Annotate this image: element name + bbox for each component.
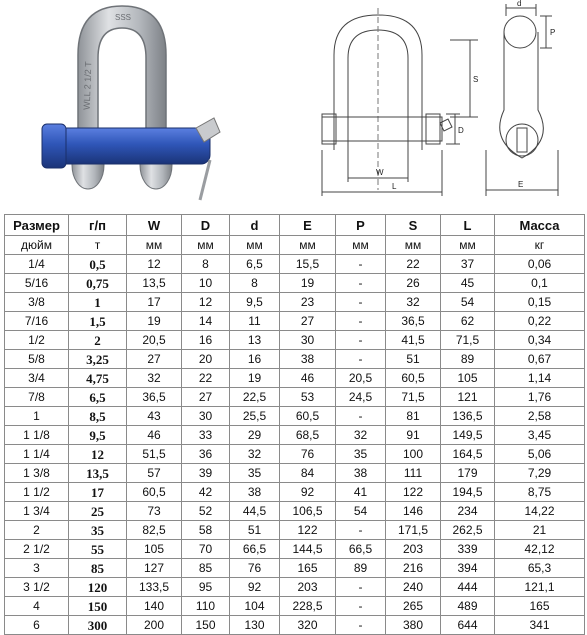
label-d: d xyxy=(517,0,522,8)
table-row xyxy=(5,597,585,616)
table-cell: 13,5 xyxy=(69,464,127,483)
table-cell: 27 xyxy=(182,388,230,407)
unit-cell: мм xyxy=(441,236,495,255)
table-cell: 216 xyxy=(386,559,441,578)
table-cell: 9,5 xyxy=(69,426,127,445)
table-cell: 1 3/4 xyxy=(5,502,69,521)
table-cell: 240 xyxy=(386,578,441,597)
table-cell: 38 xyxy=(280,350,336,369)
table-row xyxy=(5,521,585,540)
table-cell: 22 xyxy=(386,255,441,274)
table-cell: 133,5 xyxy=(127,578,182,597)
label-P: P xyxy=(550,28,556,37)
pin xyxy=(42,128,210,164)
table-cell: 121,1 xyxy=(495,578,585,597)
unit-cell: мм xyxy=(336,236,386,255)
table-cell: 380 xyxy=(386,616,441,635)
table-cell: 8,5 xyxy=(69,407,127,426)
table-row xyxy=(5,350,585,369)
table-cell: - xyxy=(336,578,386,597)
table-cell: 15,5 xyxy=(280,255,336,274)
table-cell: 14,22 xyxy=(495,502,585,521)
header-row xyxy=(5,215,585,236)
table-cell: 1,5 xyxy=(69,312,127,331)
table-cell: 39 xyxy=(182,464,230,483)
table-body xyxy=(5,255,585,635)
table-cell: 41 xyxy=(336,483,386,502)
table-cell: 3,45 xyxy=(495,426,585,445)
table-cell: - xyxy=(336,255,386,274)
table-cell: - xyxy=(336,331,386,350)
marking-wll: WLL 2 1/2 T xyxy=(81,61,94,111)
table-cell: 30 xyxy=(182,407,230,426)
table-cell: 81 xyxy=(386,407,441,426)
table-cell: 66,5 xyxy=(336,540,386,559)
col-header-mass: Масса xyxy=(495,215,585,236)
table-cell: 19 xyxy=(280,274,336,293)
table-cell: 30 xyxy=(280,331,336,350)
unit-cell: мм xyxy=(182,236,230,255)
table-row xyxy=(5,578,585,597)
table-cell: 7/8 xyxy=(5,388,69,407)
table-cell: 38 xyxy=(336,464,386,483)
table-cell: 165 xyxy=(495,597,585,616)
table-cell: 3/8 xyxy=(5,293,69,312)
dimension-drawing xyxy=(300,0,587,212)
table-cell: 8 xyxy=(230,274,280,293)
table-cell: 339 xyxy=(441,540,495,559)
table-cell: 35 xyxy=(69,521,127,540)
table-row xyxy=(5,293,585,312)
table-cell: 110 xyxy=(182,597,230,616)
table-cell: 66,5 xyxy=(230,540,280,559)
table-cell: 3/4 xyxy=(5,369,69,388)
table-cell: 32 xyxy=(127,369,182,388)
table-cell: 164,5 xyxy=(441,445,495,464)
table-cell: 89 xyxy=(441,350,495,369)
table-cell: 58 xyxy=(182,521,230,540)
table-cell: 25,5 xyxy=(230,407,280,426)
label-L: L xyxy=(392,182,397,191)
table-row xyxy=(5,274,585,293)
table-cell: 203 xyxy=(280,578,336,597)
table-cell: 0,1 xyxy=(495,274,585,293)
table-row xyxy=(5,616,585,635)
table-cell: 27 xyxy=(280,312,336,331)
table-cell: 3 xyxy=(5,559,69,578)
table-cell: 100 xyxy=(386,445,441,464)
table-cell: 1/4 xyxy=(5,255,69,274)
table-cell: 22,5 xyxy=(230,388,280,407)
table-cell: 25 xyxy=(69,502,127,521)
col-header-d-lower: d xyxy=(230,215,280,236)
unit-cell: мм xyxy=(386,236,441,255)
table-cell: 194,5 xyxy=(441,483,495,502)
label-S: S xyxy=(473,75,479,84)
col-header-l: L xyxy=(441,215,495,236)
table-cell: 121 xyxy=(441,388,495,407)
unit-cell: мм xyxy=(230,236,280,255)
table-cell: 17 xyxy=(127,293,182,312)
table-cell: 68,5 xyxy=(280,426,336,445)
table-cell: 20,5 xyxy=(127,331,182,350)
table-cell: 85 xyxy=(182,559,230,578)
table-cell: 6,5 xyxy=(230,255,280,274)
table-cell: 1 xyxy=(5,407,69,426)
table-row xyxy=(5,388,585,407)
table-cell: 92 xyxy=(280,483,336,502)
table-cell: 41,5 xyxy=(386,331,441,350)
table-cell: 5/16 xyxy=(5,274,69,293)
table-cell: 20,5 xyxy=(336,369,386,388)
table-cell: 7,29 xyxy=(495,464,585,483)
table-cell: 5/8 xyxy=(5,350,69,369)
table-cell: 0,5 xyxy=(69,255,127,274)
table-cell: 84 xyxy=(280,464,336,483)
shackle-photo xyxy=(0,0,265,212)
table-cell: 20 xyxy=(182,350,230,369)
label-W: W xyxy=(376,168,384,177)
table-cell: 105 xyxy=(441,369,495,388)
table-cell: 60,5 xyxy=(127,483,182,502)
table-cell: 57 xyxy=(127,464,182,483)
table-cell: 444 xyxy=(441,578,495,597)
table-cell: 140 xyxy=(127,597,182,616)
table-cell: 4,75 xyxy=(69,369,127,388)
table-cell: 122 xyxy=(386,483,441,502)
table-cell: 127 xyxy=(127,559,182,578)
table-cell: 320 xyxy=(280,616,336,635)
units-row xyxy=(5,236,585,255)
col-header-load: г/п xyxy=(69,215,127,236)
table-cell: 6,5 xyxy=(69,388,127,407)
table-row xyxy=(5,445,585,464)
table-row xyxy=(5,255,585,274)
table-cell: 136,5 xyxy=(441,407,495,426)
table-cell: 165 xyxy=(280,559,336,578)
table-cell: 51 xyxy=(230,521,280,540)
table-row xyxy=(5,369,585,388)
col-header-p: P xyxy=(336,215,386,236)
unit-cell: дюйм xyxy=(5,236,69,255)
table-cell: 70 xyxy=(182,540,230,559)
table-cell: 8,75 xyxy=(495,483,585,502)
table-row xyxy=(5,559,585,578)
table-cell: 150 xyxy=(182,616,230,635)
table-cell: 8 xyxy=(182,255,230,274)
table-cell: 394 xyxy=(441,559,495,578)
table-cell: 1 1/8 xyxy=(5,426,69,445)
table-cell: 262,5 xyxy=(441,521,495,540)
table-cell: 46 xyxy=(280,369,336,388)
table-cell: 150 xyxy=(69,597,127,616)
table-row xyxy=(5,407,585,426)
table-cell: 11 xyxy=(230,312,280,331)
table-cell: 144,5 xyxy=(280,540,336,559)
table-cell: 0,22 xyxy=(495,312,585,331)
table-cell: 60,5 xyxy=(280,407,336,426)
table-cell: 62 xyxy=(441,312,495,331)
table-cell: 19 xyxy=(127,312,182,331)
table-cell: 14 xyxy=(182,312,230,331)
table-cell: 9,5 xyxy=(230,293,280,312)
table-cell: 179 xyxy=(441,464,495,483)
table-cell: - xyxy=(336,350,386,369)
table-cell: 265 xyxy=(386,597,441,616)
table-cell: 300 xyxy=(69,616,127,635)
table-cell: 37 xyxy=(441,255,495,274)
table-cell: 24,5 xyxy=(336,388,386,407)
table-row xyxy=(5,331,585,350)
table-cell: 1/2 xyxy=(5,331,69,350)
table-cell: 89 xyxy=(336,559,386,578)
table-cell: 71,5 xyxy=(386,388,441,407)
label-E: E xyxy=(518,180,524,189)
col-header-d-upper: D xyxy=(182,215,230,236)
table-cell: 2 1/2 xyxy=(5,540,69,559)
table-cell: - xyxy=(336,597,386,616)
table-cell: 16 xyxy=(230,350,280,369)
table-cell: 44,5 xyxy=(230,502,280,521)
table-cell: 0,67 xyxy=(495,350,585,369)
table-cell: 22 xyxy=(182,369,230,388)
table-cell: 27 xyxy=(127,350,182,369)
table-cell: - xyxy=(336,521,386,540)
table-cell: 82,5 xyxy=(127,521,182,540)
table-cell: 2 xyxy=(5,521,69,540)
table-cell: 644 xyxy=(441,616,495,635)
table-cell: 35 xyxy=(336,445,386,464)
table-cell: 76 xyxy=(230,559,280,578)
table-cell: 203 xyxy=(386,540,441,559)
table-cell: 60,5 xyxy=(386,369,441,388)
table-cell: 120 xyxy=(69,578,127,597)
table-cell: 5,06 xyxy=(495,445,585,464)
table-cell: 21 xyxy=(495,521,585,540)
table-cell: 10 xyxy=(182,274,230,293)
table-row xyxy=(5,312,585,331)
table-cell: 1 1/2 xyxy=(5,483,69,502)
table-cell: 2 xyxy=(69,331,127,350)
table-cell: 51 xyxy=(386,350,441,369)
table-cell: 0,34 xyxy=(495,331,585,350)
col-header-e: E xyxy=(280,215,336,236)
table-cell: - xyxy=(336,293,386,312)
table-cell: 29 xyxy=(230,426,280,445)
table-cell: 1,14 xyxy=(495,369,585,388)
table-cell: 13,5 xyxy=(127,274,182,293)
table-cell: 32 xyxy=(386,293,441,312)
table-cell: 104 xyxy=(230,597,280,616)
table-cell: 111 xyxy=(386,464,441,483)
table-cell: 1 xyxy=(69,293,127,312)
table-cell: 0,75 xyxy=(69,274,127,293)
table-cell: 36,5 xyxy=(386,312,441,331)
table-cell: 91 xyxy=(386,426,441,445)
unit-cell: кг xyxy=(495,236,585,255)
table-cell: 234 xyxy=(441,502,495,521)
table-cell: 32 xyxy=(336,426,386,445)
table-cell: 105 xyxy=(127,540,182,559)
table-cell: 1 3/8 xyxy=(5,464,69,483)
table-cell: 73 xyxy=(127,502,182,521)
table-cell: 55 xyxy=(69,540,127,559)
table-cell: 2,58 xyxy=(495,407,585,426)
table-cell: 0,06 xyxy=(495,255,585,274)
table-cell: 12 xyxy=(127,255,182,274)
table-cell: 17 xyxy=(69,483,127,502)
table-cell: 4 xyxy=(5,597,69,616)
table-cell: 149,5 xyxy=(441,426,495,445)
table-cell: 52 xyxy=(182,502,230,521)
table-cell: 38 xyxy=(230,483,280,502)
table-cell: 42 xyxy=(182,483,230,502)
table-cell: - xyxy=(336,407,386,426)
table-cell: 171,5 xyxy=(386,521,441,540)
table-row xyxy=(5,502,585,521)
table-row xyxy=(5,464,585,483)
table-cell: 106,5 xyxy=(280,502,336,521)
table-cell: 54 xyxy=(336,502,386,521)
table-cell: - xyxy=(336,312,386,331)
table-cell: 19 xyxy=(230,369,280,388)
table-cell: 85 xyxy=(69,559,127,578)
table-cell: 6 xyxy=(5,616,69,635)
table-cell: 46 xyxy=(127,426,182,445)
table-cell: 51,5 xyxy=(127,445,182,464)
label-D: D xyxy=(458,126,464,135)
unit-cell: т xyxy=(69,236,127,255)
col-header-s: S xyxy=(386,215,441,236)
table-cell: - xyxy=(336,616,386,635)
table-cell: 3,25 xyxy=(69,350,127,369)
table-cell: 489 xyxy=(441,597,495,616)
table-cell: 53 xyxy=(280,388,336,407)
table-row xyxy=(5,540,585,559)
table-cell: 54 xyxy=(441,293,495,312)
table-cell: 76 xyxy=(280,445,336,464)
marking-brand: SSS xyxy=(115,13,132,22)
table-cell: 12 xyxy=(69,445,127,464)
table-cell: 92 xyxy=(230,578,280,597)
col-header-w: W xyxy=(127,215,182,236)
table-row xyxy=(5,426,585,445)
table-cell: 1,76 xyxy=(495,388,585,407)
table-cell: 43 xyxy=(127,407,182,426)
table-cell: 36,5 xyxy=(127,388,182,407)
table-cell: 13 xyxy=(230,331,280,350)
table-cell: 33 xyxy=(182,426,230,445)
unit-cell: мм xyxy=(280,236,336,255)
table-cell: 3 1/2 xyxy=(5,578,69,597)
table-cell: 1 1/4 xyxy=(5,445,69,464)
table-cell: 26 xyxy=(386,274,441,293)
table-cell: 341 xyxy=(495,616,585,635)
table-row xyxy=(5,483,585,502)
table-cell: - xyxy=(336,274,386,293)
table-cell: 42,12 xyxy=(495,540,585,559)
table-cell: 35 xyxy=(230,464,280,483)
unit-cell: мм xyxy=(127,236,182,255)
table-cell: 65,3 xyxy=(495,559,585,578)
table-cell: 12 xyxy=(182,293,230,312)
table-cell: 228,5 xyxy=(280,597,336,616)
table-cell: 23 xyxy=(280,293,336,312)
table-cell: 200 xyxy=(127,616,182,635)
table-cell: 36 xyxy=(182,445,230,464)
table-cell: 71,5 xyxy=(441,331,495,350)
table-cell: 45 xyxy=(441,274,495,293)
table-cell: 32 xyxy=(230,445,280,464)
table-cell: 0,15 xyxy=(495,293,585,312)
table-cell: 16 xyxy=(182,331,230,350)
table-cell: 122 xyxy=(280,521,336,540)
table-cell: 7/16 xyxy=(5,312,69,331)
spec-table xyxy=(4,214,585,635)
table-cell: 146 xyxy=(386,502,441,521)
col-header-size: Размер xyxy=(5,215,69,236)
table-cell: 130 xyxy=(230,616,280,635)
table-cell: 95 xyxy=(182,578,230,597)
